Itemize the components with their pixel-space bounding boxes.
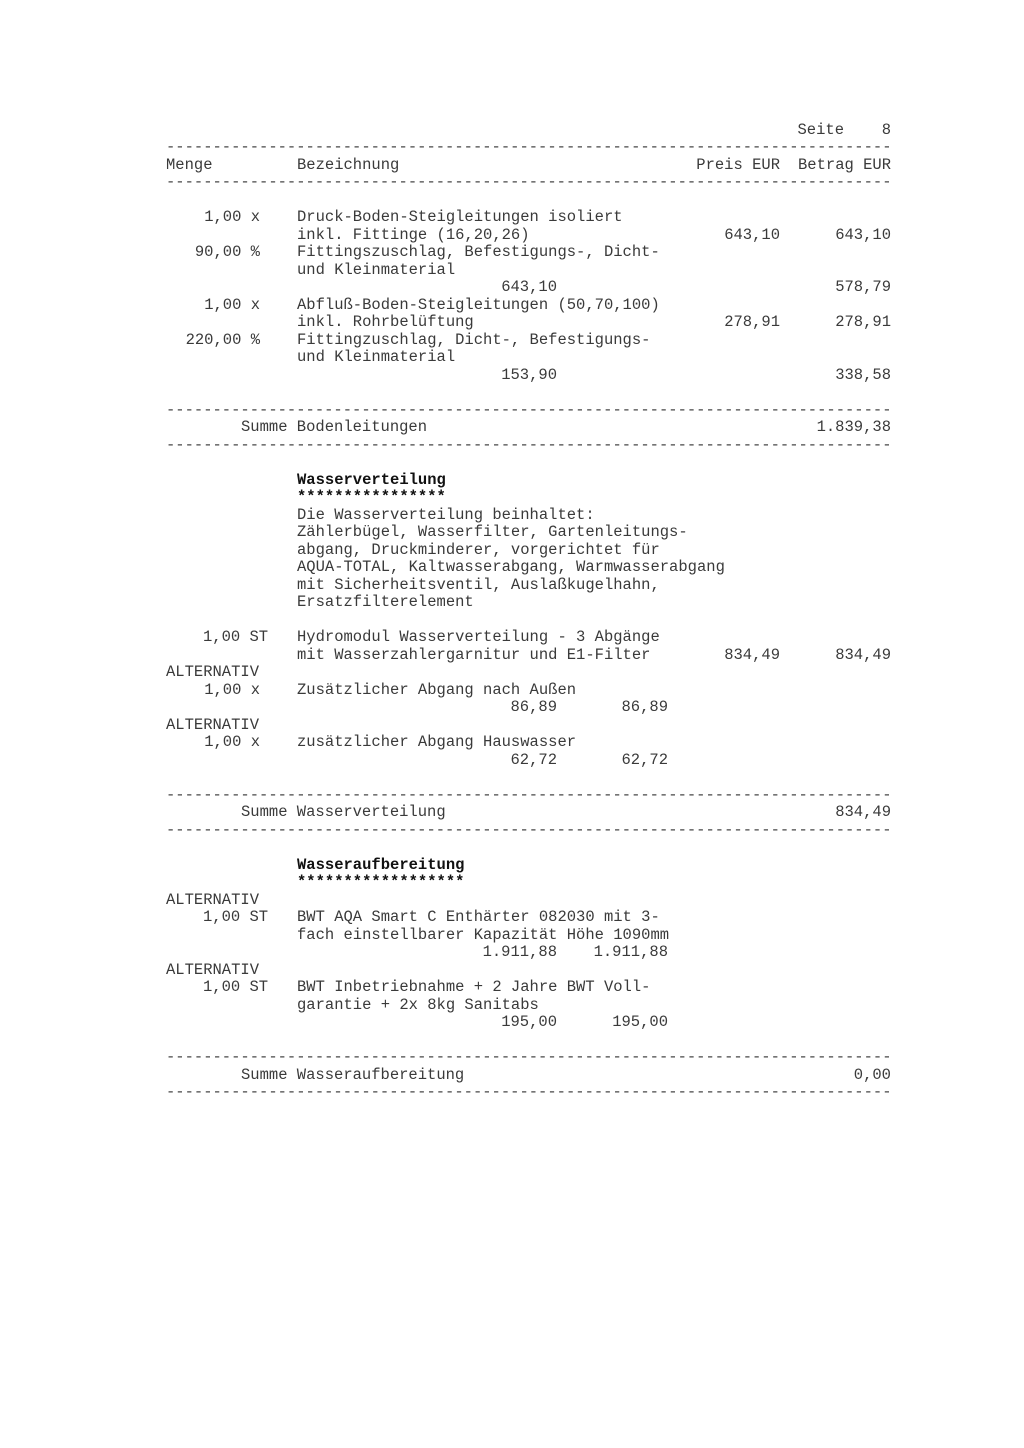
item-desc: BWT Inbetriebnahme + 2 Jahre BWT Voll- [297, 978, 651, 996]
page-label: Seite [797, 121, 844, 139]
line-item [166, 979, 906, 997]
spacer [166, 612, 906, 630]
section-underline [166, 874, 906, 892]
section-heading: Wasseraufbereitung [297, 855, 465, 874]
rule: ------------------------------------------------------------------------------ [166, 786, 892, 804]
desc-text: Zählerbügel, Wasserfilter, Gartenleitungs- [297, 523, 688, 541]
item-desc: Abfluß-Boden-Steigleitungen (50,70,100) [297, 295, 660, 314]
header-amount: Betrag EUR [797, 155, 891, 174]
item-unit-price: 62,72 [510, 750, 557, 769]
rule: ------------------------------------------------------------------------------ [166, 436, 892, 454]
desc-text: mit Sicherheitsventil, Auslaßkugelhahn, [297, 575, 660, 594]
sum-label: Summe Wasserverteilung [241, 803, 446, 821]
item-qty: 1,00 x [204, 733, 260, 751]
rule: ------------------------------------------------------------------------------ [166, 1084, 892, 1101]
item-unit-price: 86,89 [510, 698, 557, 716]
item-qty: 1,00 x [204, 295, 260, 314]
line-item-cont [166, 997, 906, 1015]
line-item-cont [166, 262, 906, 280]
alternative-tag: ALTERNATIV [166, 663, 260, 681]
item-base: 153,90 [501, 365, 557, 384]
item-price: 834,49 [724, 645, 780, 664]
sum-label: Summe Bodenleitungen [241, 418, 428, 436]
item-desc: inkl. Rohrbelüftung [297, 313, 474, 331]
line-item-cont [166, 227, 906, 245]
alternative-tag: ALTERNATIV [166, 960, 260, 979]
desc-line [166, 559, 906, 577]
item-desc: Zusätzlicher Abgang nach Außen [297, 680, 577, 699]
line-item [166, 629, 906, 647]
item-desc: inkl. Fittinge (16,20,26) [297, 225, 530, 244]
line-item-cont [166, 314, 906, 332]
rule: ------------------------------------------------------------------------------ [166, 139, 892, 156]
item-desc: zusätzlicher Abgang Hauswasser [297, 733, 577, 751]
line-item-cont [166, 699, 906, 717]
item-desc: Fittingszuschlag, Befestigungs-, Dicht- [297, 243, 660, 261]
item-desc: Fittingzuschlag, Dicht-, Befestigungs- [297, 330, 651, 349]
section-heading: Wasserverteilung [297, 470, 446, 489]
sum-value: 834,49 [835, 803, 891, 821]
rule: ------------------------------------------------------------------------------ [166, 401, 892, 419]
item-qty: 1,00 ST [203, 628, 269, 646]
item-alt-total: 1.911,88 [593, 943, 668, 961]
spacer [166, 769, 906, 787]
item-qty: 1,00 x [204, 208, 260, 226]
header-desc: Bezeichnung [297, 155, 400, 174]
page-number-row [166, 122, 906, 139]
item-amount: 338,58 [835, 365, 891, 384]
line-item [166, 244, 906, 262]
item-base: 643,10 [501, 278, 557, 296]
item-amount: 643,10 [835, 225, 891, 244]
desc-line [166, 594, 906, 612]
line-item-cont [166, 349, 906, 367]
section-sum [166, 804, 906, 822]
line-item-cont [166, 1014, 906, 1032]
sum-label: Summe Wasseraufbereitung [241, 1065, 465, 1084]
item-desc: Hydromodul Wasserverteilung - 3 Abgänge [297, 628, 660, 646]
item-desc: und Kleinmaterial [297, 260, 456, 279]
item-alt-total: 86,89 [621, 698, 668, 716]
line-item [166, 332, 906, 350]
section-stars: ****************** [297, 873, 465, 891]
item-price: 643,10 [724, 225, 780, 244]
item-qty: 1,00 ST [203, 908, 269, 926]
line-item-cont [166, 927, 906, 945]
desc-line [166, 577, 906, 595]
desc-text: abgang, Druckminderer, vorgerichtet für [297, 540, 660, 559]
column-header [166, 157, 906, 175]
spacer [166, 1032, 906, 1050]
item-amount: 834,49 [835, 645, 891, 664]
alternative-tag-row [166, 962, 906, 980]
alternative-tag: ALTERNATIV [166, 715, 260, 734]
alternative-tag-row [166, 717, 906, 735]
rule: ------------------------------------------------------------------------------ [166, 1049, 892, 1066]
sum-value: 1.839,38 [816, 418, 891, 436]
section-underline [166, 489, 906, 507]
line-item [166, 682, 906, 700]
line-item-cont [166, 279, 906, 297]
spacer [166, 839, 906, 857]
item-amount: 278,91 [835, 313, 891, 331]
item-desc: und Kleinmaterial [297, 348, 456, 366]
item-alt-total: 62,72 [621, 750, 668, 769]
desc-text: Die Wasserverteilung beinhaltet: [297, 505, 595, 524]
line-item-cont [166, 944, 906, 962]
offer-page [166, 122, 906, 1102]
section-sum [166, 1067, 906, 1085]
item-qty: 90,00 % [194, 243, 260, 261]
item-unit-price: 195,00 [501, 1013, 557, 1031]
line-item [166, 297, 906, 315]
desc-text: Ersatzfilterelement [297, 593, 474, 611]
rule: ------------------------------------------------------------------------------ [166, 821, 892, 839]
item-unit-price: 1.911,88 [482, 943, 557, 961]
alternative-tag-row [166, 892, 906, 910]
desc-line [166, 524, 906, 542]
page-number: 8 [881, 121, 891, 139]
item-alt-total: 195,00 [612, 1013, 668, 1031]
line-item-cont [166, 752, 906, 770]
item-desc: fach einstellbarer Kapazität Höhe 1090mm [297, 925, 670, 944]
section-stars: **************** [297, 488, 446, 506]
line-item [166, 209, 906, 227]
rule: ------------------------------------------------------------------------------ [166, 174, 892, 191]
line-item-cont [166, 647, 906, 665]
sum-value: 0,00 [853, 1065, 891, 1084]
spacer [166, 384, 906, 402]
desc-text: AQUA-TOTAL, Kaltwasserabgang, Warmwasserabgang [297, 558, 725, 576]
item-amount: 578,79 [835, 278, 891, 296]
alternative-tag-row [166, 664, 906, 682]
header-price: Preis EUR [696, 155, 780, 174]
item-price: 278,91 [724, 313, 780, 331]
section-sum [166, 419, 906, 437]
alternative-tag: ALTERNATIV [166, 890, 260, 909]
section-title [166, 857, 906, 875]
item-qty: 1,00 x [204, 680, 260, 699]
item-desc: mit Wasserzahlergarnitur und E1-Filter [297, 645, 651, 664]
item-qty: 1,00 ST [203, 978, 269, 996]
line-item-cont [166, 367, 906, 385]
spacer [166, 454, 906, 472]
header-qty: Menge [166, 155, 213, 174]
desc-line [166, 507, 906, 525]
line-item [166, 734, 906, 752]
item-desc: Druck-Boden-Steigleitungen isoliert [297, 208, 623, 226]
item-qty: 220,00 % [185, 330, 260, 349]
line-item [166, 909, 906, 927]
spacer [166, 192, 906, 210]
section-title [166, 472, 906, 490]
item-desc: garantie + 2x 8kg Sanitabs [297, 995, 539, 1014]
desc-line [166, 542, 906, 560]
item-desc: BWT AQA Smart C Enthärter 082030 mit 3- [297, 908, 660, 926]
